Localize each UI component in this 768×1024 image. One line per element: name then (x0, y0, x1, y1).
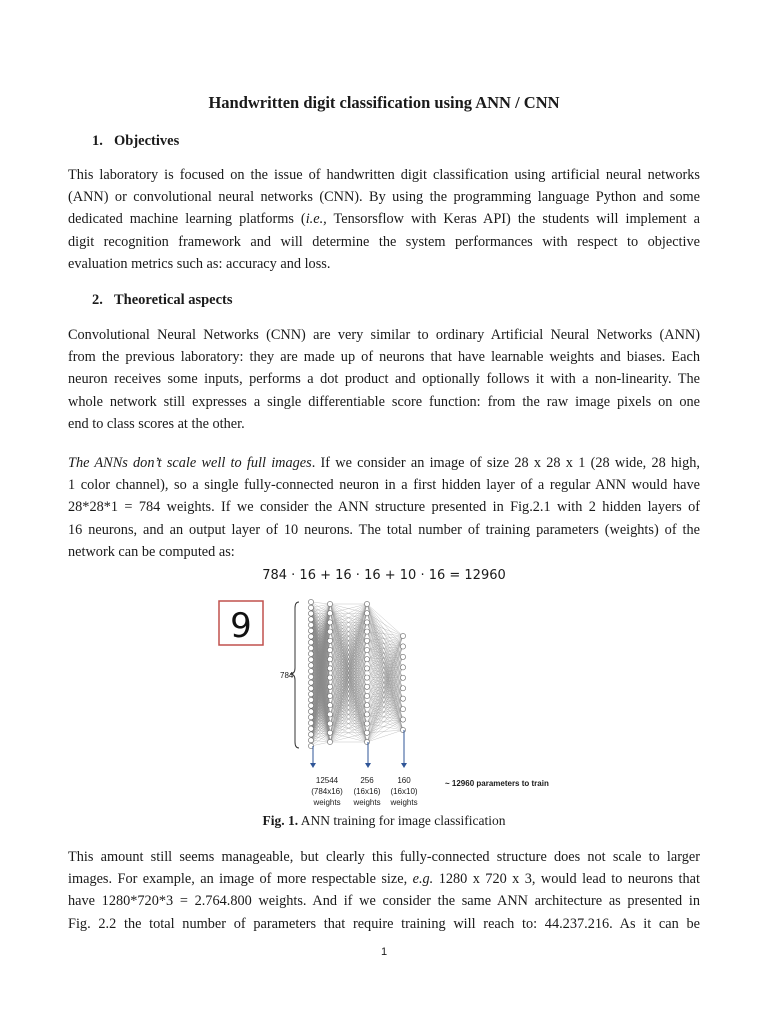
connection-line (367, 622, 403, 646)
text-line: 16 neurons, and an output layer of 10 neurons. The total number of training parameters (weights) of the (68, 521, 700, 538)
neuron-node (327, 611, 332, 616)
text-line: images. For example, an image of more respectable size, e.g. 1280 x 720 x 3, would lead to neurons that (68, 871, 700, 888)
neuron-node (327, 712, 332, 717)
neuron-node (308, 611, 313, 616)
neuron-node (364, 638, 369, 643)
text-line: 1 color channel), so a single fully-connected neuron in a first hidden layer of a regular ANN would have (68, 477, 700, 494)
neuron-node (400, 665, 405, 670)
neuron-node (364, 611, 369, 616)
neuron-node (400, 727, 405, 732)
text-line: digit recognition framework and will determine the system performances with respect to objective (68, 233, 700, 250)
arrow-head (401, 763, 407, 768)
objectives-paragraph (68, 164, 700, 275)
neuron-node (327, 601, 332, 606)
neuron-node (308, 628, 313, 633)
text-line: (ANN) or convolutional neural networks (CNN). By using the programming language Python and some (68, 189, 700, 206)
weights-count: 256 (360, 776, 374, 785)
scaling-paragraph (68, 846, 700, 935)
neuron-node (308, 674, 313, 679)
neuron-node (308, 634, 313, 639)
weights-dims: (16x10) (390, 787, 418, 796)
section-number: 2. (92, 292, 103, 308)
section-heading-objectives (92, 133, 179, 150)
neuron-node (308, 622, 313, 627)
text-line: network can be computed as: (68, 543, 235, 560)
text-line: end to class scores at the other. (68, 415, 245, 432)
neuron-node (327, 647, 332, 652)
neuron-node (364, 647, 369, 652)
neuron-node (327, 703, 332, 708)
neuron-node (400, 717, 405, 722)
neuron-node (364, 629, 369, 634)
neuron-node (327, 657, 332, 662)
figure-caption (0, 813, 768, 829)
section-title: Theoretical aspects (114, 292, 233, 308)
text-line: Fig. 2.2 the total number of parameters that require training will reach to: 44.237.216. As it can be (68, 915, 700, 932)
neuron-node (308, 692, 313, 697)
neuron-node (308, 599, 313, 604)
neuron-node (400, 675, 405, 680)
neuron-node (364, 620, 369, 625)
neuron-node (327, 629, 332, 634)
neuron-node (308, 732, 313, 737)
neuron-node (308, 697, 313, 702)
weights-dims: (16x16) (353, 787, 381, 796)
arrow-head (310, 763, 316, 768)
neuron-node (327, 721, 332, 726)
connection-line (367, 709, 403, 742)
neuron-node (308, 669, 313, 674)
section-title: Objectives (114, 133, 180, 149)
neuron-node (364, 693, 369, 698)
ann-scaling-paragraph (68, 452, 700, 563)
text-line: dedicated machine learning platforms (i.e., Tensorsflow with Keras API) the students will implement a (68, 211, 700, 228)
neuron-node (364, 721, 369, 726)
section-heading-theory (92, 292, 233, 309)
neuron-node (327, 666, 332, 671)
neuron-node (364, 739, 369, 744)
total-parameters-label: ~ 12960 parameters to train (445, 779, 549, 788)
neuron-node (364, 684, 369, 689)
text-line: evaluation metrics such as: accuracy and loss. (68, 255, 331, 272)
weights-count: 12544 (315, 776, 339, 785)
neuron-node (327, 730, 332, 735)
neuron-node (327, 620, 332, 625)
page-number: 1 (380, 946, 388, 958)
weights-unit: weights (353, 798, 381, 807)
caption-prefix: Fig. 1. (262, 813, 299, 828)
text-line: 28*28*1 = 784 weights. If we consider the ANN structure presented in Fig.2.1 with 2 hidden layers of (68, 499, 700, 516)
neuron-node (400, 686, 405, 691)
weights-label-3 (389, 776, 417, 807)
neuron-node (400, 644, 405, 649)
weights-count: 160 (397, 776, 411, 785)
text-line: neuron receives some inputs, performs a dot product and optionally follows it with a non-linearity. The (68, 371, 700, 388)
neuron-node (400, 696, 405, 701)
weights-unit: weights (313, 798, 341, 807)
text-line: from the previous laboratory: they are made up of neurons that have learnable weights and biases. Each (68, 349, 700, 366)
italic-phrase: The ANNs don’t scale well to full images (68, 455, 312, 471)
neuron-node (308, 645, 313, 650)
neuron-node (364, 730, 369, 735)
neuron-node (308, 651, 313, 656)
neuron-node (308, 617, 313, 622)
neuron-node (308, 640, 313, 645)
text-line: This amount still seems manageable, but clearly this fully-connected structure does not scale to larger (68, 849, 700, 865)
text-line: Convolutional Neural Networks (CNN) are very similar to ordinary Artificial Neural Networks (ANN) (68, 327, 700, 343)
document-title: Handwritten digit classification using ANN / CNN (208, 93, 560, 112)
text-line (68, 452, 700, 474)
text-line: This laboratory is focused on the issue of handwritten digit classification using artificial neural networks (68, 167, 700, 183)
network-connections (311, 602, 403, 746)
digit-image: 9 (230, 606, 252, 646)
neuron-node (400, 633, 405, 638)
text-line: have 1280*720*3 = 2.764.800 weights. And if we consider the same ANN architecture as presented in (68, 893, 700, 910)
neuron-node (364, 601, 369, 606)
text-fragment: . If we consider an image of size 28 x 28 x 1 (28 wide, 28 high, (311, 455, 701, 471)
neuron-node (308, 709, 313, 714)
neuron-node (308, 663, 313, 668)
neuron-node (364, 666, 369, 671)
weights-label-2 (352, 776, 380, 807)
section-number: 1. (92, 133, 103, 149)
caption-text: ANN training for image classification (298, 813, 506, 828)
neuron-node (327, 684, 332, 689)
italic-phrase: i.e., (305, 211, 327, 228)
neuron-node (308, 686, 313, 691)
neuron-node (364, 657, 369, 662)
ann-figure (210, 592, 570, 812)
parameter-equation: 784 · 16 + 16 · 16 + 10 · 16 = 12960 (262, 568, 506, 583)
neuron-node (327, 638, 332, 643)
text-line: whole network still expresses a single differentiable score function: from the raw image pixels on one (68, 393, 700, 410)
neuron-node (327, 693, 332, 698)
neuron-node (308, 726, 313, 731)
connection-line (367, 730, 403, 742)
neuron-node (308, 738, 313, 743)
neuron-node (308, 605, 313, 610)
weights-dims: (784x16) (311, 787, 343, 796)
neuron-node (364, 675, 369, 680)
neuron-node (364, 703, 369, 708)
italic-phrase: e.g. (412, 871, 434, 888)
neuron-node (308, 657, 313, 662)
neuron-node (400, 707, 405, 712)
cnn-intro-paragraph (68, 324, 700, 435)
neuron-node (308, 703, 313, 708)
neuron-node (308, 720, 313, 725)
neuron-node (400, 654, 405, 659)
weights-unit: weights (390, 798, 418, 807)
neuron-node (327, 739, 332, 744)
neuron-node (327, 675, 332, 680)
neuron-node (308, 715, 313, 720)
arrow-head (365, 763, 371, 768)
input-size-label: 784 (280, 671, 294, 680)
weights-label-1 (311, 776, 343, 807)
neuron-node (364, 712, 369, 717)
neuron-node (308, 680, 313, 685)
